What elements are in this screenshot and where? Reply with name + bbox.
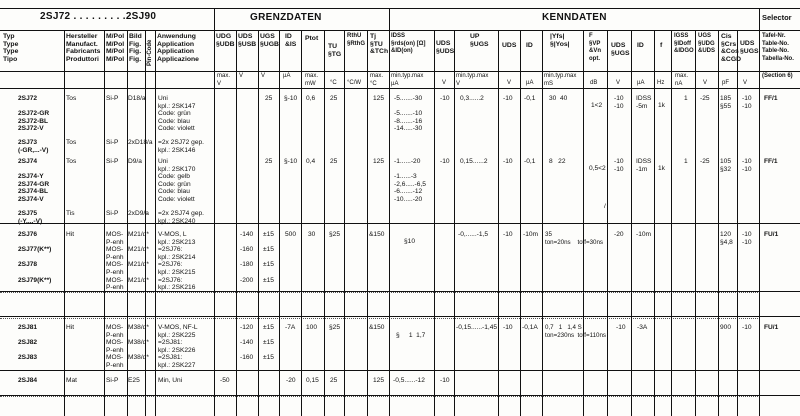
- vline-22: [654, 30, 655, 416]
- row-uds-k4: -10: [742, 324, 752, 331]
- row-id: 500: [285, 231, 297, 238]
- label-up: UP §UGS: [470, 33, 489, 48]
- vline-9: [301, 30, 302, 416]
- row-ptot: 30: [308, 231, 316, 238]
- vline-15: [454, 30, 455, 416]
- row-id-k3: IDSS -5m: [636, 95, 652, 110]
- unit-uds-k4: V: [743, 80, 748, 86]
- vline-18: [542, 30, 543, 416]
- row-ptot: 0,6: [306, 95, 316, 102]
- row-id: -7A: [285, 324, 296, 331]
- vline-14: [434, 30, 435, 416]
- row-rds: §10: [404, 238, 416, 245]
- dotted-rule-2: [0, 318, 760, 319]
- row-mpol: Si-P: [106, 158, 119, 165]
- row-typ: 2SJ74 2SJ74-Y 2SJ74-GR 2SJ74-BL 2SJ74-V: [18, 158, 50, 203]
- label-id-k: ID: [526, 42, 533, 49]
- unit-section: (Section 6): [762, 73, 793, 79]
- row-anwendung: V-MOS, NF-L kpl.: 2SK225 =2SJ81: kpl.: 2SK226 =2SJ81: kpl.: 2SK227: [158, 324, 198, 369]
- row-hersteller: Hit: [66, 324, 75, 331]
- row-id-k: -0,1A: [522, 324, 538, 331]
- rule-sep-3: [0, 316, 800, 317]
- row-uds-k: -10: [440, 377, 450, 384]
- rule-header-bottom: [0, 30, 800, 31]
- label-tafel: Tafel-Nr. Table-No. Table-No. Tabella-No.: [762, 33, 794, 62]
- row-mpol: Si-P: [106, 210, 119, 217]
- row-anwendung: Min, Uni: [158, 377, 183, 384]
- unit-cis: pF: [722, 80, 730, 86]
- rule-sep-4: [0, 370, 800, 371]
- row-ptot: 0,4: [306, 158, 316, 165]
- row-rds: -5.......-30 -5.......-10 -8.......-16 -14.....-30: [394, 95, 423, 133]
- row-id-k: -0,1: [524, 95, 536, 102]
- unit-uds-k: V: [442, 80, 447, 86]
- label-ugs-k: UGS §UDG &UDS: [698, 33, 716, 55]
- row-id-k: -0,1: [524, 158, 536, 165]
- row-tu: 25: [330, 377, 338, 384]
- label-uds-k3: UDS §UGS: [611, 42, 630, 57]
- label-id: ID &IS: [285, 33, 297, 48]
- unit-ugs: V: [261, 73, 266, 79]
- rule-units-top: [0, 71, 800, 72]
- row-uds-k3: -20: [614, 231, 624, 238]
- label-uds-k: UDS §UDS: [436, 40, 455, 55]
- row-uds-k2: -10: [503, 231, 513, 238]
- rule-top: [0, 8, 800, 9]
- row-tafel: FU/1: [764, 324, 779, 331]
- row-yfs: 8 22: [549, 158, 566, 165]
- row-tafel: FF/1: [764, 95, 778, 102]
- row-bild: M38/d* M38/d* M38/d*: [128, 324, 149, 362]
- label-hersteller: Hersteller Manufact. Fabricants Produttori: [66, 33, 101, 63]
- unit-fq: Hz: [657, 80, 665, 86]
- row-anwendung: Uni kpl.: 2SK147 Code: grün Code: blau Code: violett: [158, 95, 196, 133]
- row-cis: 185 §55: [720, 95, 732, 110]
- vline-20: [607, 30, 608, 416]
- row-uds-k3: -10: [616, 324, 626, 331]
- label-tu: TU §TG: [328, 43, 342, 58]
- row-tj: 125: [373, 158, 385, 165]
- row-typ: 2SJ73 (-GR,...-V): [18, 139, 49, 154]
- unit-tu: °C: [330, 80, 337, 86]
- row-bild: E25: [128, 377, 140, 384]
- label-tj: Tj §TU &TCh: [370, 33, 389, 56]
- unit-yfs: min.typ.max mS: [544, 73, 577, 87]
- range-title: 2SJ72 . . . . . . . . .2SJ90: [40, 11, 157, 22]
- vline-26: [737, 30, 738, 416]
- row-yfs: 35 ton=20ns toff=30ns: [545, 231, 604, 246]
- row-mpol: MOS- P-enh MOS- P-enh MOS- P-enh MOS- P-enh: [106, 231, 124, 292]
- vline-10: [324, 30, 325, 416]
- row-igss: 1: [684, 158, 688, 165]
- row-bild: M21/d* M21/d* M21/d* M21/d*: [128, 231, 149, 284]
- row-uds-k2: -10: [503, 95, 513, 102]
- footnote-mark: /: [604, 203, 606, 210]
- vline-8: [279, 30, 280, 416]
- row-typ: 2SJ84: [18, 377, 38, 384]
- row-up: -0,15......-1,45: [456, 324, 498, 331]
- row-anwendung: =2x 2SJ72 gep. kpl.: 2SK146: [158, 139, 205, 154]
- vline-24: [695, 30, 696, 416]
- label-pincode: Pin-Code: [147, 39, 153, 66]
- row-up: 0,15......2: [460, 158, 488, 165]
- vline-23: [671, 30, 672, 416]
- row-typ: 2SJ72 2SJ72-GR 2SJ72-BL 2SJ72-V: [18, 95, 50, 133]
- row-uds-k4: -10 -10: [742, 95, 752, 110]
- row-uds-k: -10: [440, 95, 450, 102]
- rule-sep-1: [0, 223, 800, 224]
- row-ugs: ±15 ±15 ±15: [263, 324, 274, 362]
- label-fq: f: [660, 42, 663, 49]
- row-uds: -140 -160 -180 -200: [240, 231, 254, 284]
- label-f: F §VP &Vn opt.: [589, 33, 601, 62]
- label-rds: IDSS §rds(on) [Ω] &ID(on): [391, 33, 426, 55]
- label-anwendung: Anwendung Application Application Applicazione: [157, 33, 199, 63]
- kenndaten-title: KENNDATEN: [542, 12, 607, 23]
- grenzdaten-title: GRENZDATEN: [250, 12, 322, 23]
- label-ptot: Ptot: [305, 35, 319, 42]
- vline-12: [367, 30, 368, 416]
- row-f: 1<2: [591, 102, 603, 109]
- label-udg: UDG §UDB: [216, 33, 235, 48]
- row-uds: 25: [265, 158, 273, 165]
- selector-title: Selector: [762, 13, 792, 22]
- unit-uds: V: [239, 73, 244, 79]
- label-mpol: M/Pol M/Pol M/Pol M/Pol: [106, 33, 125, 63]
- row-bild: 2xD18/a: [128, 139, 153, 146]
- row-bild: D9/a: [128, 158, 142, 165]
- unit-udg: max. V: [217, 73, 231, 87]
- row-hersteller: Hit: [66, 231, 75, 238]
- vline-19: [583, 30, 584, 416]
- row-mpol: Si-P: [106, 139, 119, 146]
- unit-rthu: °C/W: [347, 80, 362, 86]
- label-bild: Bild Fig. Fig. Fig.: [129, 33, 142, 63]
- row-udg: -50: [220, 377, 230, 384]
- row-ptot: 100: [306, 324, 318, 331]
- row-typ: 2SJ76 2SJ77(K**) 2SJ78 2SJ79(K**): [18, 231, 52, 284]
- unit-id-k3: µA: [637, 80, 645, 86]
- row-cis: 900: [720, 324, 732, 331]
- dotted-rule-1: [0, 292, 760, 293]
- row-tu: §25: [329, 231, 341, 238]
- vline-11: [344, 30, 345, 416]
- row-tu: 25: [330, 158, 338, 165]
- row-uds-k3: -10 -10: [614, 95, 624, 110]
- row-uds: 25: [265, 95, 273, 102]
- row-ptot: 0,15: [306, 377, 319, 384]
- unit-ugs-k: V: [703, 80, 708, 86]
- row-igss: 1: [684, 95, 688, 102]
- unit-rds: min.typ.max µA: [391, 73, 424, 87]
- label-igss: IGSS §IDoff &IDGO: [674, 33, 694, 55]
- row-tafel: FF/1: [764, 158, 778, 165]
- label-uds-k4: UDS §UGS: [740, 40, 759, 55]
- row-id: -20: [286, 377, 296, 384]
- row-uds-k: -10: [440, 158, 450, 165]
- row-bild: D18/a: [128, 95, 146, 102]
- vline-4: [155, 30, 156, 416]
- vline-5: [214, 8, 215, 416]
- row-id-k: -10m: [523, 231, 539, 238]
- unit-f: dB: [590, 80, 598, 86]
- row-id: §-10: [284, 158, 298, 165]
- unit-uds-k3: V: [616, 80, 621, 86]
- row-cis: 105 §32: [720, 158, 732, 173]
- row-hersteller: Tis: [66, 210, 75, 217]
- unit-up: min.typ.max V: [456, 73, 489, 87]
- row-uds: -120 -140 -160: [240, 324, 254, 362]
- label-yfs: |Yfs| §|Yos|: [550, 33, 570, 48]
- row-id-k3: -10m: [636, 231, 652, 238]
- unit-uds-k2: V: [507, 80, 512, 86]
- row-yfs: 0,7 1 1,4 S ton=230ns toff=110ns: [545, 324, 607, 339]
- row-rds: -0,5......-12: [393, 377, 425, 384]
- row-anwendung: Uni kpl.: 2SK170 Code: gelb Code: grün Code: blau Code: violett: [158, 158, 196, 203]
- vline-7: [258, 30, 259, 416]
- row-hersteller: Tos: [66, 139, 77, 146]
- vline-13: [389, 8, 390, 416]
- row-typ: 2SJ81 2SJ82 2SJ83: [18, 324, 38, 362]
- row-hersteller: Mat: [66, 377, 77, 384]
- unit-id: µA: [283, 73, 291, 79]
- row-tj: &150: [369, 324, 385, 331]
- row-hersteller: Tos: [66, 95, 77, 102]
- vline-6: [236, 30, 237, 416]
- label-uds: UDS §USB: [238, 33, 257, 48]
- vline-1: [104, 30, 105, 416]
- row-up: -0,......-1,5: [458, 231, 489, 238]
- unit-ptot: max. mW: [305, 73, 319, 87]
- row-bild: 2xD9/a: [128, 210, 149, 217]
- row-mpol: Si-P: [106, 377, 119, 384]
- row-yfs: 30 40: [549, 95, 568, 102]
- label-rthu: RthU §RthG: [347, 33, 365, 47]
- label-typ: Typ Type Type Tipo: [3, 33, 19, 63]
- row-tu: 25: [330, 95, 338, 102]
- label-id-k3: ID: [637, 42, 644, 49]
- row-anwendung: V-MOS, L kpl.: 2SK213 =2SJ76: kpl.: 2SK214 =2SJ76: kpl.: 2SK215 =2SJ76: kpl.: 2SK216: [158, 231, 196, 292]
- row-fq: 1k: [658, 165, 665, 172]
- vline-16: [498, 30, 499, 416]
- row-up: 0,3......2: [460, 95, 484, 102]
- vline-21: [631, 30, 632, 416]
- row-mpol: Si-P: [106, 95, 119, 102]
- row-tafel: FU/1: [764, 231, 779, 238]
- row-tj: 125: [373, 377, 385, 384]
- label-ugs: UGS §UGB: [260, 33, 279, 48]
- dotted-rule-3: [0, 396, 760, 397]
- row-id: §-10: [284, 95, 298, 102]
- row-tj: 125: [373, 95, 385, 102]
- unit-id-k: µA: [526, 80, 534, 86]
- row-ugs-k: -25: [700, 95, 710, 102]
- row-uds-k4: -10 -10: [742, 231, 752, 246]
- row-ugs-k: -25: [700, 158, 710, 165]
- row-typ: 2SJ75 (-Y,...-V): [18, 210, 43, 225]
- row-uds-k4: -10 -10: [742, 158, 752, 173]
- vline-25: [718, 30, 719, 416]
- label-cis: Cis §Crs &Cos &CGD: [721, 33, 742, 63]
- row-uds-k3: -10 -10: [614, 158, 624, 173]
- row-id-k3: -3A: [637, 324, 648, 331]
- row-fq: 1k: [658, 102, 665, 109]
- vline-17: [520, 30, 521, 416]
- row-cis: 120 §4,8: [720, 231, 733, 246]
- row-hersteller: Tos: [66, 158, 77, 165]
- unit-igss: max. nA: [675, 73, 689, 87]
- row-rds: -1......-20 -1......-3 -2,6.....-6,5 -6.......-12 -10.....-20: [394, 158, 426, 203]
- row-ugs: ±15 ±15 ±15 ±15: [263, 231, 274, 284]
- unit-tj: max. °C: [370, 73, 384, 87]
- vline-0: [64, 30, 65, 416]
- label-uds-k2: UDS: [502, 42, 517, 49]
- row-uds-k2: -10: [503, 158, 513, 165]
- row-uds-k2: -10: [503, 324, 513, 331]
- row-rds: § 1 1,7: [396, 332, 426, 339]
- row-mpol: MOS- P-enh MOS- P-enh MOS- P-enh: [106, 324, 124, 369]
- row-id-k3: IDSS -1m: [636, 158, 652, 173]
- row-anwendung: =2x 2SJ74 gep. kpl.: 2SK240: [158, 210, 205, 225]
- row-tu: §25: [329, 324, 341, 331]
- vline-27: [759, 8, 760, 416]
- row-tj: &150: [369, 231, 385, 238]
- row-f: 0,5<2: [589, 165, 606, 172]
